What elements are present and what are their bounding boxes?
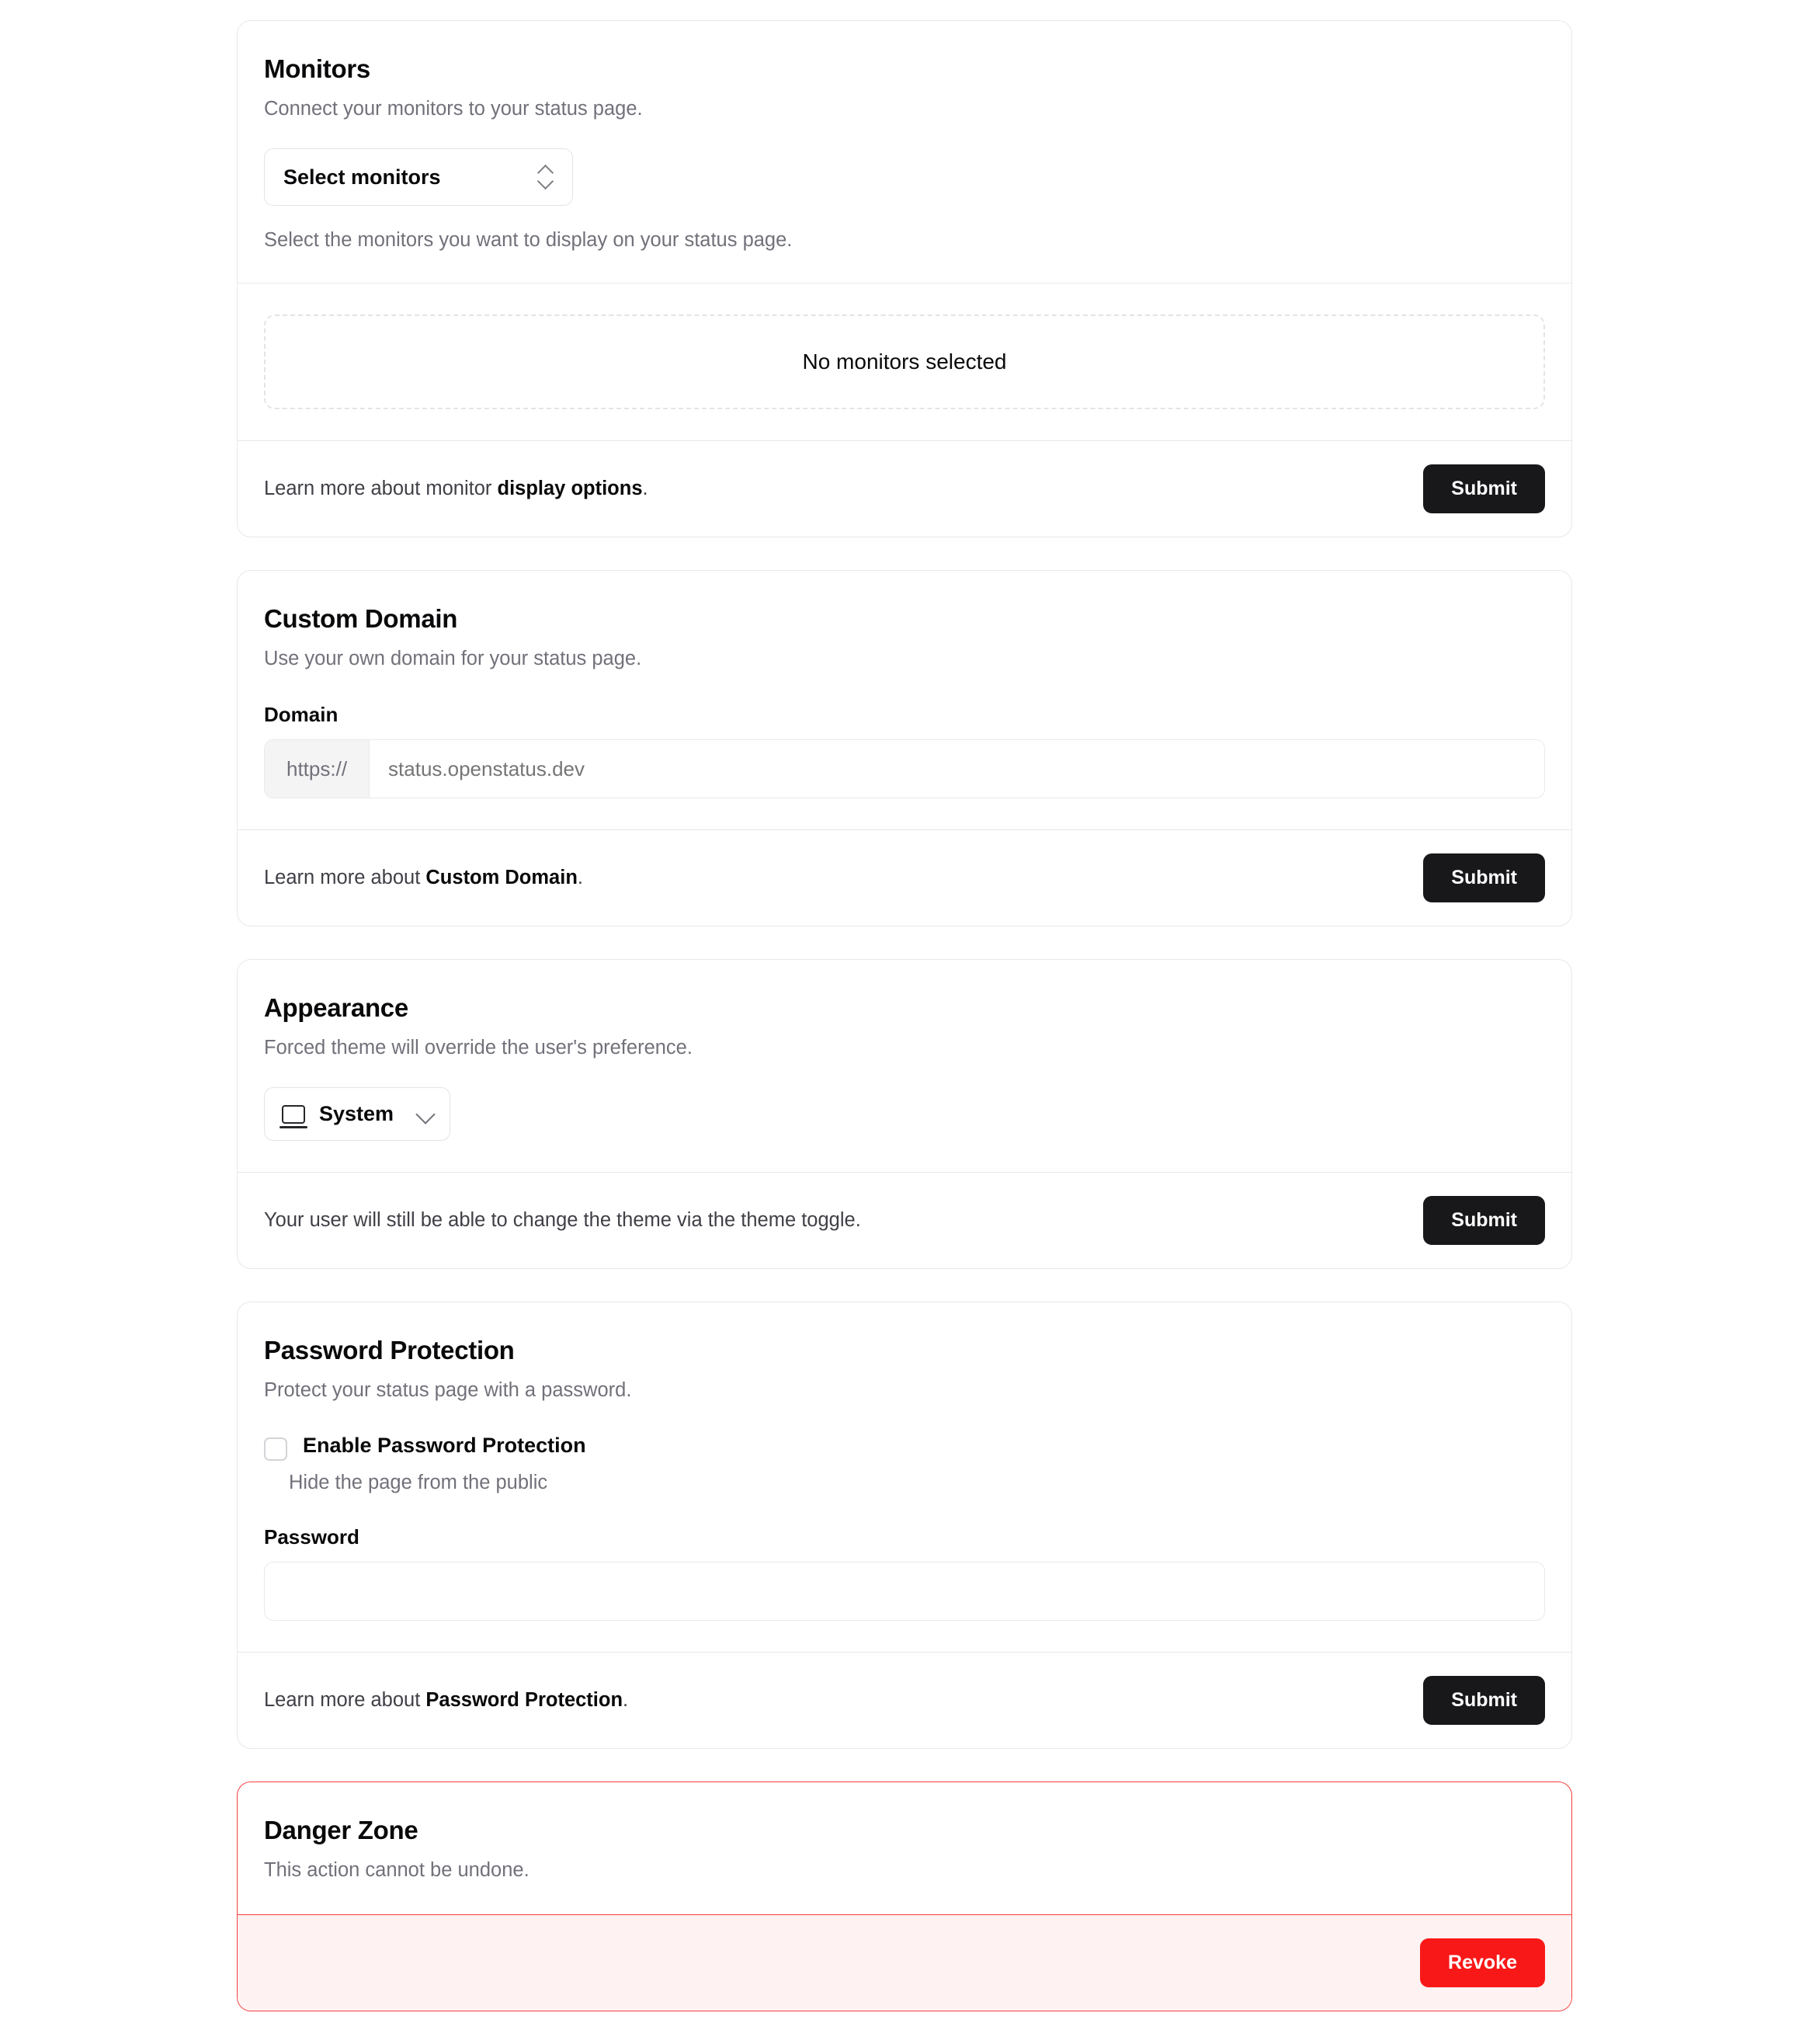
- custom-domain-link[interactable]: Custom Domain: [425, 867, 578, 889]
- password-protection-card: [237, 1302, 1572, 1749]
- monitors-select-hint: Select the monitors you want to display on your status page.: [264, 229, 793, 252]
- theme-select-value: System: [319, 1102, 394, 1126]
- password-protection-submit-button[interactable]: Submit: [1423, 1676, 1545, 1725]
- custom-domain-card: [237, 570, 1572, 926]
- domain-input[interactable]: [370, 740, 1544, 798]
- password-protection-card-footer: [238, 1652, 1571, 1748]
- monitors-empty-state: No monitors selected: [264, 315, 1545, 409]
- custom-domain-description: Use your own domain for your status page.: [264, 647, 642, 669]
- monitors-footer-note-prefix: Learn more about monitor: [264, 478, 498, 500]
- enable-password-protection-text: [303, 1433, 586, 1461]
- appearance-card-footer: [238, 1172, 1571, 1268]
- password-protection-footer-note-suffix: .: [623, 1689, 629, 1712]
- select-monitors-dropdown[interactable]: [264, 148, 573, 206]
- enable-password-protection-sublabel: Hide the page from the public: [289, 1472, 548, 1494]
- custom-domain-footer-note-prefix: Learn more about: [264, 867, 426, 889]
- enable-password-protection-row: [264, 1433, 1545, 1461]
- appearance-card: [237, 959, 1572, 1269]
- enable-password-protection-label: Enable Password Protection: [303, 1434, 586, 1458]
- password-protection-title: Password Protection: [264, 1336, 515, 1365]
- password-input[interactable]: [264, 1562, 1545, 1621]
- password-protection-footer-note: [264, 1689, 628, 1712]
- password-field-label: Password: [264, 1525, 359, 1549]
- appearance-footer-note: Your user will still be able to change the theme via the theme toggle.: [264, 1209, 861, 1232]
- enable-password-protection-checkbox[interactable]: [264, 1437, 287, 1461]
- settings-column: [237, 20, 1572, 2011]
- monitors-card-body: [238, 21, 1571, 283]
- custom-domain-card-footer: [238, 829, 1571, 926]
- custom-domain-footer-note-suffix: .: [577, 867, 583, 889]
- display-options-link[interactable]: display options: [497, 478, 643, 500]
- appearance-submit-button[interactable]: Submit: [1423, 1196, 1545, 1245]
- appearance-description: Forced theme will override the user's preference.: [264, 1036, 693, 1058]
- monitors-empty-region: [238, 283, 1571, 440]
- monitor-icon: [282, 1105, 305, 1124]
- danger-zone-title: Danger Zone: [264, 1816, 418, 1845]
- danger-zone-card: [237, 1782, 1572, 2011]
- revoke-button[interactable]: Revoke: [1420, 1938, 1545, 1987]
- monitors-footer-note: [264, 478, 648, 500]
- monitors-title: Monitors: [264, 54, 370, 83]
- monitors-card: [237, 20, 1572, 537]
- custom-domain-footer-note: [264, 867, 583, 889]
- monitors-footer-note-suffix: .: [642, 478, 648, 500]
- select-monitors-label: Select monitors: [283, 165, 441, 189]
- domain-input-group: [264, 739, 1545, 798]
- appearance-card-body: [238, 960, 1571, 1172]
- danger-zone-description: This action cannot be undone.: [264, 1858, 530, 1881]
- chevron-up-down-icon: [538, 164, 555, 190]
- appearance-title: Appearance: [264, 993, 408, 1023]
- password-protection-card-body: [238, 1302, 1571, 1652]
- domain-field-label: Domain: [264, 703, 339, 727]
- domain-protocol-prefix: https://: [265, 740, 370, 798]
- monitors-submit-button[interactable]: Submit: [1423, 464, 1545, 513]
- theme-select-dropdown[interactable]: [264, 1087, 450, 1141]
- password-protection-footer-note-prefix: Learn more about: [264, 1689, 426, 1712]
- monitors-card-footer: [238, 440, 1571, 537]
- danger-zone-card-body: [238, 1782, 1571, 1914]
- chevron-down-icon: [415, 1104, 435, 1124]
- password-protection-link[interactable]: Password Protection: [425, 1689, 623, 1712]
- custom-domain-card-body: [238, 571, 1571, 829]
- custom-domain-submit-button[interactable]: Submit: [1423, 853, 1545, 902]
- monitors-description: Connect your monitors to your status page.: [264, 97, 643, 120]
- custom-domain-title: Custom Domain: [264, 604, 458, 634]
- danger-zone-card-footer: [238, 1914, 1571, 2011]
- password-protection-description: Protect your status page with a password.: [264, 1378, 632, 1401]
